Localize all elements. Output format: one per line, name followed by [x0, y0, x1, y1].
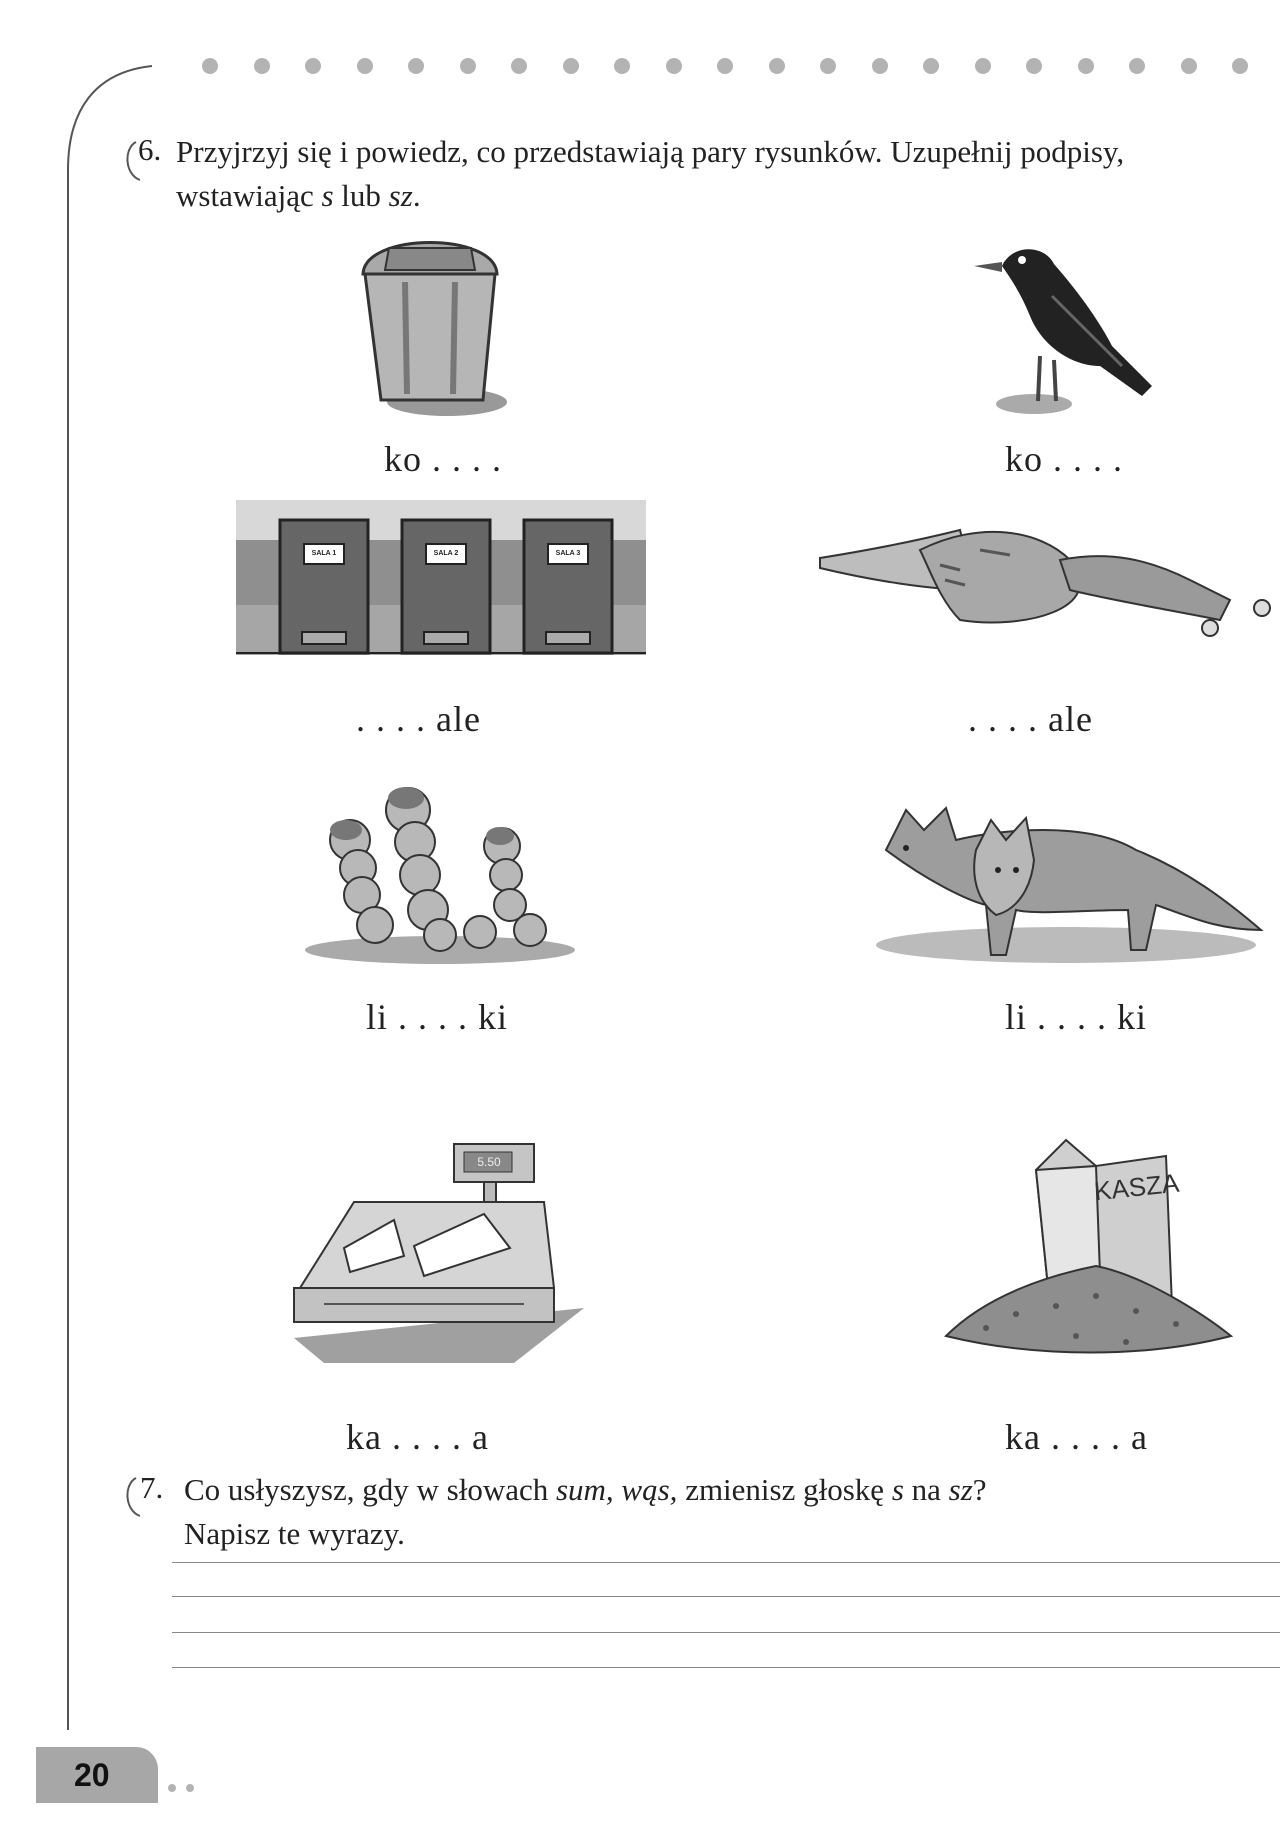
scarves-image — [810, 510, 1270, 640]
task6-instruction-line1: Przyjrzyj się i powiedz, co przedstawiają pary rysunków. Uzupełnij podpisy, — [176, 134, 1125, 169]
foxes-image — [866, 790, 1266, 965]
caption-right-3: li . . . . ki — [1005, 997, 1148, 1037]
dot-row — [202, 58, 1248, 74]
groats-box-image — [926, 1136, 1236, 1376]
blackbird-image — [972, 236, 1162, 421]
page-number: 20 — [36, 1747, 158, 1803]
writing-line-4[interactable] — [172, 1667, 1280, 1668]
cash-register-image — [284, 1138, 594, 1353]
task7-instruction-line1: Co usłyszysz, gdy w słowach sum, wąs, zmienisz głoskę s na sz? — [184, 1472, 987, 1507]
caption-right-1: ko . . . . — [1005, 439, 1123, 479]
caption-left-2: . . . . ale — [356, 699, 481, 739]
caption-left-3: li . . . . ki — [366, 997, 509, 1037]
caption-right-4: ka . . . . a — [1005, 1417, 1148, 1457]
register-display: 5.50 — [477, 1155, 501, 1169]
writing-line-1[interactable] — [172, 1562, 1280, 1563]
writing-line-3[interactable] — [172, 1632, 1280, 1633]
task6-number: 6. — [138, 132, 162, 167]
door-sign-1: SALA 1 — [311, 550, 337, 557]
caterpillars-image — [300, 780, 580, 970]
task7-number: 7. — [140, 1470, 164, 1505]
task6-instruction-line2: wstawiając s lub sz. — [176, 178, 421, 213]
task7-instruction-line2: Napisz te wyrazy. — [184, 1516, 405, 1551]
writing-line-2[interactable] — [172, 1596, 1280, 1597]
box-label: KASZA — [1092, 1167, 1181, 1207]
classroom-doors-image — [236, 500, 646, 655]
caption-left-1: ko . . . . — [384, 439, 502, 479]
caption-left-4: ka . . . . a — [346, 1417, 489, 1457]
door-sign-3: SALA 3 — [555, 550, 581, 557]
door-sign-2: SALA 2 — [433, 550, 459, 557]
trash-bin-image — [355, 222, 505, 422]
caption-right-2: . . . . ale — [968, 699, 1093, 739]
